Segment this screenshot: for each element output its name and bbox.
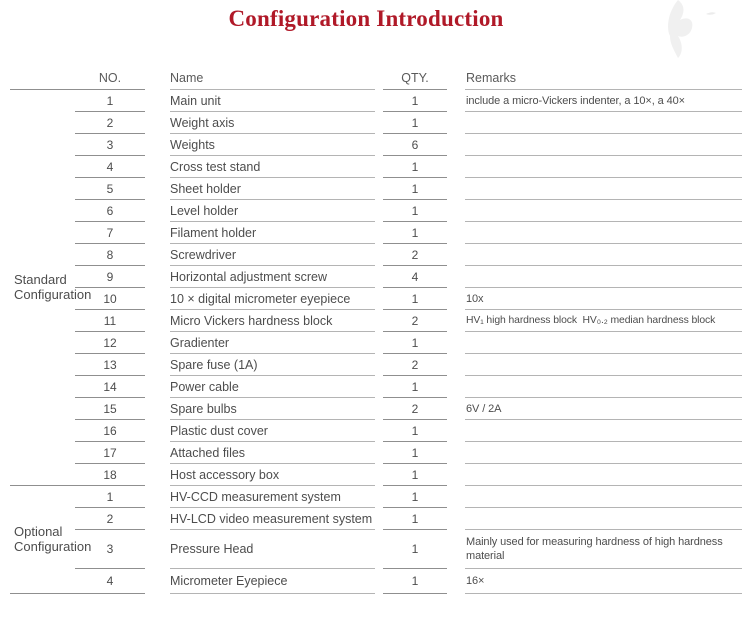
- table-row: [75, 398, 742, 420]
- row-name: Cross test stand: [170, 156, 375, 178]
- standard-rows: [75, 90, 742, 486]
- row-no: 3: [75, 134, 145, 156]
- row-no: 13: [75, 354, 145, 376]
- column-header-remarks: Remarks: [465, 66, 742, 90]
- row-name: Power cable: [170, 376, 375, 398]
- row-no: 1: [75, 486, 145, 508]
- row-no: 12: [75, 332, 145, 354]
- table-row: [75, 569, 742, 594]
- row-remarks: [465, 266, 742, 288]
- row-remarks: HV₁ high hardness block HV₀.₂ median hardness block: [465, 310, 742, 332]
- table-row: [75, 486, 742, 508]
- row-remarks: [465, 134, 742, 156]
- row-qty: 1: [383, 156, 447, 178]
- table-row: [75, 112, 742, 134]
- row-remarks: [465, 244, 742, 266]
- row-remarks: [465, 354, 742, 376]
- table-row: [75, 420, 742, 442]
- row-qty: 1: [383, 376, 447, 398]
- row-no: 14: [75, 376, 145, 398]
- row-name: Filament holder: [170, 222, 375, 244]
- table-row: [75, 178, 742, 200]
- row-qty: 2: [383, 310, 447, 332]
- row-no: 2: [75, 508, 145, 530]
- row-no: 4: [75, 156, 145, 178]
- row-remarks: [465, 112, 742, 134]
- group-optional-configuration: [10, 486, 742, 594]
- table-header-row: [10, 66, 742, 90]
- row-remarks: [465, 508, 742, 530]
- table-row: [75, 156, 742, 178]
- row-remarks: [465, 222, 742, 244]
- row-no: 7: [75, 222, 145, 244]
- row-remarks: Mainly used for measuring hardness of high hardness material: [465, 530, 742, 569]
- row-name: Sheet holder: [170, 178, 375, 200]
- table-row: [75, 200, 742, 222]
- column-header-qty: QTY.: [383, 66, 447, 90]
- row-no: 18: [75, 464, 145, 486]
- row-name: Host accessory box: [170, 464, 375, 486]
- row-qty: 1: [383, 486, 447, 508]
- row-qty: 1: [383, 508, 447, 530]
- table-row: [75, 508, 742, 530]
- table-row: [75, 464, 742, 486]
- row-remarks: include a micro-Vickers indenter, a 10×, a 40×: [465, 90, 742, 112]
- row-no: 4: [75, 569, 145, 594]
- row-no: 5: [75, 178, 145, 200]
- row-name: 10 × digital micrometer eyepiece: [170, 288, 375, 310]
- row-remarks: [465, 420, 742, 442]
- row-name: HV-LCD video measurement system: [170, 508, 375, 530]
- table-row: [75, 266, 742, 288]
- row-name: Gradienter: [170, 332, 375, 354]
- row-name: Spare fuse (1A): [170, 354, 375, 376]
- row-qty: 1: [383, 420, 447, 442]
- row-no: 15: [75, 398, 145, 420]
- row-name: Plastic dust cover: [170, 420, 375, 442]
- column-header-no: NO.: [75, 66, 145, 90]
- table-row: [75, 244, 742, 266]
- row-name: Attached files: [170, 442, 375, 464]
- row-qty: 2: [383, 354, 447, 376]
- row-remarks: [465, 486, 742, 508]
- row-remarks: [465, 156, 742, 178]
- table-row: [75, 310, 742, 332]
- table-row: [75, 90, 742, 112]
- row-name: Micrometer Eyepiece: [170, 569, 375, 594]
- row-qty: 1: [383, 288, 447, 310]
- row-qty: 1: [383, 442, 447, 464]
- row-remarks: [465, 464, 742, 486]
- table-row: [75, 530, 742, 569]
- optional-rows: [75, 486, 742, 594]
- row-remarks: [465, 442, 742, 464]
- group-standard-configuration: [10, 90, 742, 486]
- row-remarks: [465, 376, 742, 398]
- row-remarks: [465, 200, 742, 222]
- row-qty: 4: [383, 266, 447, 288]
- row-name: Main unit: [170, 90, 375, 112]
- table-row: [75, 134, 742, 156]
- row-name: Spare bulbs: [170, 398, 375, 420]
- row-no: 2: [75, 112, 145, 134]
- row-qty: 1: [383, 178, 447, 200]
- row-no: 1: [75, 90, 145, 112]
- group-column-header-spacer: [10, 66, 75, 90]
- row-qty: 1: [383, 530, 447, 569]
- page-title: Configuration Introduction: [228, 6, 504, 31]
- row-name: Weight axis: [170, 112, 375, 134]
- row-qty: 1: [383, 200, 447, 222]
- configuration-table: [10, 66, 742, 594]
- row-no: 16: [75, 420, 145, 442]
- table-row: [75, 376, 742, 398]
- row-name: HV-CCD measurement system: [170, 486, 375, 508]
- row-name: Screwdriver: [170, 244, 375, 266]
- group-label-standard: Standard Configuration: [10, 90, 75, 486]
- row-no: 10: [75, 288, 145, 310]
- column-header-name: Name: [170, 66, 375, 90]
- row-qty: 1: [383, 222, 447, 244]
- row-remarks: [465, 178, 742, 200]
- table-row: [75, 288, 742, 310]
- row-name: Weights: [170, 134, 375, 156]
- row-name: Level holder: [170, 200, 375, 222]
- row-no: 3: [75, 530, 145, 569]
- table-row: [75, 354, 742, 376]
- row-qty: 2: [383, 244, 447, 266]
- row-no: 17: [75, 442, 145, 464]
- group-label-optional: Optional Configuration: [10, 486, 75, 594]
- row-qty: 1: [383, 464, 447, 486]
- row-name: Horizontal adjustment screw: [170, 266, 375, 288]
- row-remarks: 16×: [465, 569, 742, 594]
- table-row: [75, 222, 742, 244]
- row-name: Micro Vickers hardness block: [170, 310, 375, 332]
- row-qty: 1: [383, 332, 447, 354]
- row-qty: 2: [383, 398, 447, 420]
- table-row: [75, 442, 742, 464]
- row-remarks: 10x: [465, 288, 742, 310]
- row-remarks: 6V / 2A: [465, 398, 742, 420]
- row-qty: 1: [383, 90, 447, 112]
- row-remarks: [465, 332, 742, 354]
- row-qty: 1: [383, 569, 447, 594]
- row-no: 6: [75, 200, 145, 222]
- row-qty: 1: [383, 112, 447, 134]
- table-row: [75, 332, 742, 354]
- row-qty: 6: [383, 134, 447, 156]
- row-no: 9: [75, 266, 145, 288]
- row-no: 11: [75, 310, 145, 332]
- row-no: 8: [75, 244, 145, 266]
- row-name: Pressure Head: [170, 530, 375, 569]
